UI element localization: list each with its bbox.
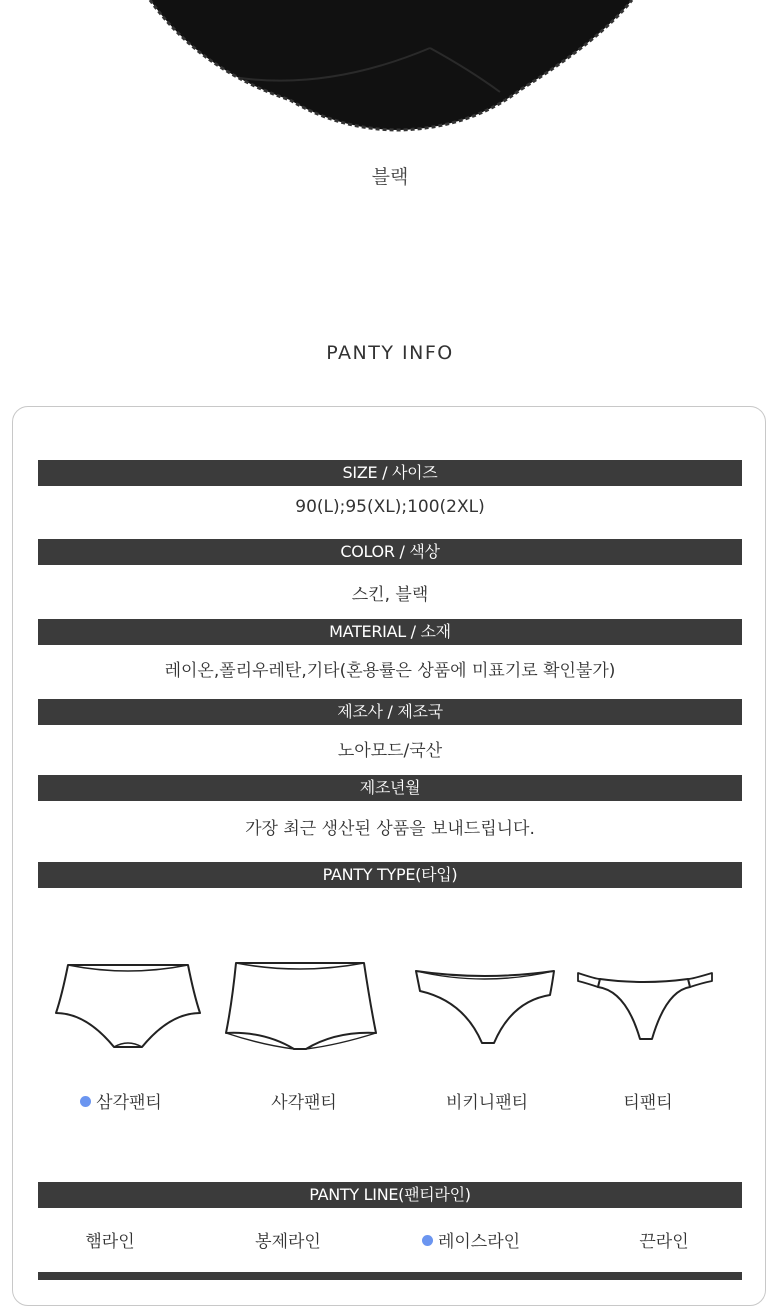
- panty-type-header: PANTY TYPE(타입): [38, 862, 742, 888]
- next-section-header: [38, 1272, 742, 1280]
- panty-type-option-brief[interactable]: 삼각팬티: [41, 1088, 201, 1113]
- selected-dot-icon: [422, 1235, 433, 1246]
- date-header: 제조년월: [38, 775, 742, 801]
- panty-line-option-lace[interactable]: 레이스라인: [391, 1227, 551, 1252]
- panty-line-header: PANTY LINE(팬티라인): [38, 1182, 742, 1208]
- material-value: 레이온,폴리우레탄,기타(혼용률은 상품에 미표기로 확인불가): [164, 661, 616, 681]
- panty-line-option-string[interactable]: 끈라인: [639, 1232, 689, 1252]
- brief-panty-icon: [52, 955, 204, 1055]
- date-value: 가장 최근 생산된 상품을 보내드립니다.: [245, 819, 535, 839]
- thong-panty-icon: [574, 955, 718, 1055]
- panty-line-option-sewn[interactable]: 봉제라인: [255, 1232, 321, 1252]
- material-header: MATERIAL / 소재: [38, 619, 742, 645]
- boxer-panty-icon: [222, 955, 380, 1055]
- section-title: PANTY INFO: [326, 342, 454, 364]
- size-value: 90(L);95(XL);100(2XL): [295, 497, 485, 517]
- size-header: SIZE / 사이즈: [38, 460, 742, 486]
- panty-type-option-thong[interactable]: 티팬티: [623, 1093, 673, 1113]
- color-value: 스킨, 블랙: [351, 585, 429, 605]
- selected-dot-icon: [80, 1096, 91, 1107]
- panty-type-option-bikini[interactable]: 비키니팬티: [445, 1093, 529, 1113]
- color-header: COLOR / 색상: [38, 539, 742, 565]
- bikini-panty-icon: [412, 955, 558, 1055]
- product-photo: [0, 0, 780, 140]
- panty-line-option-hem[interactable]: 햄라인: [85, 1232, 135, 1252]
- maker-value: 노아모드/국산: [337, 741, 443, 761]
- panty-type-option-boxer[interactable]: 사각팬티: [271, 1093, 337, 1113]
- color-caption: 블랙: [371, 166, 409, 188]
- maker-header: 제조사 / 제조국: [38, 699, 742, 725]
